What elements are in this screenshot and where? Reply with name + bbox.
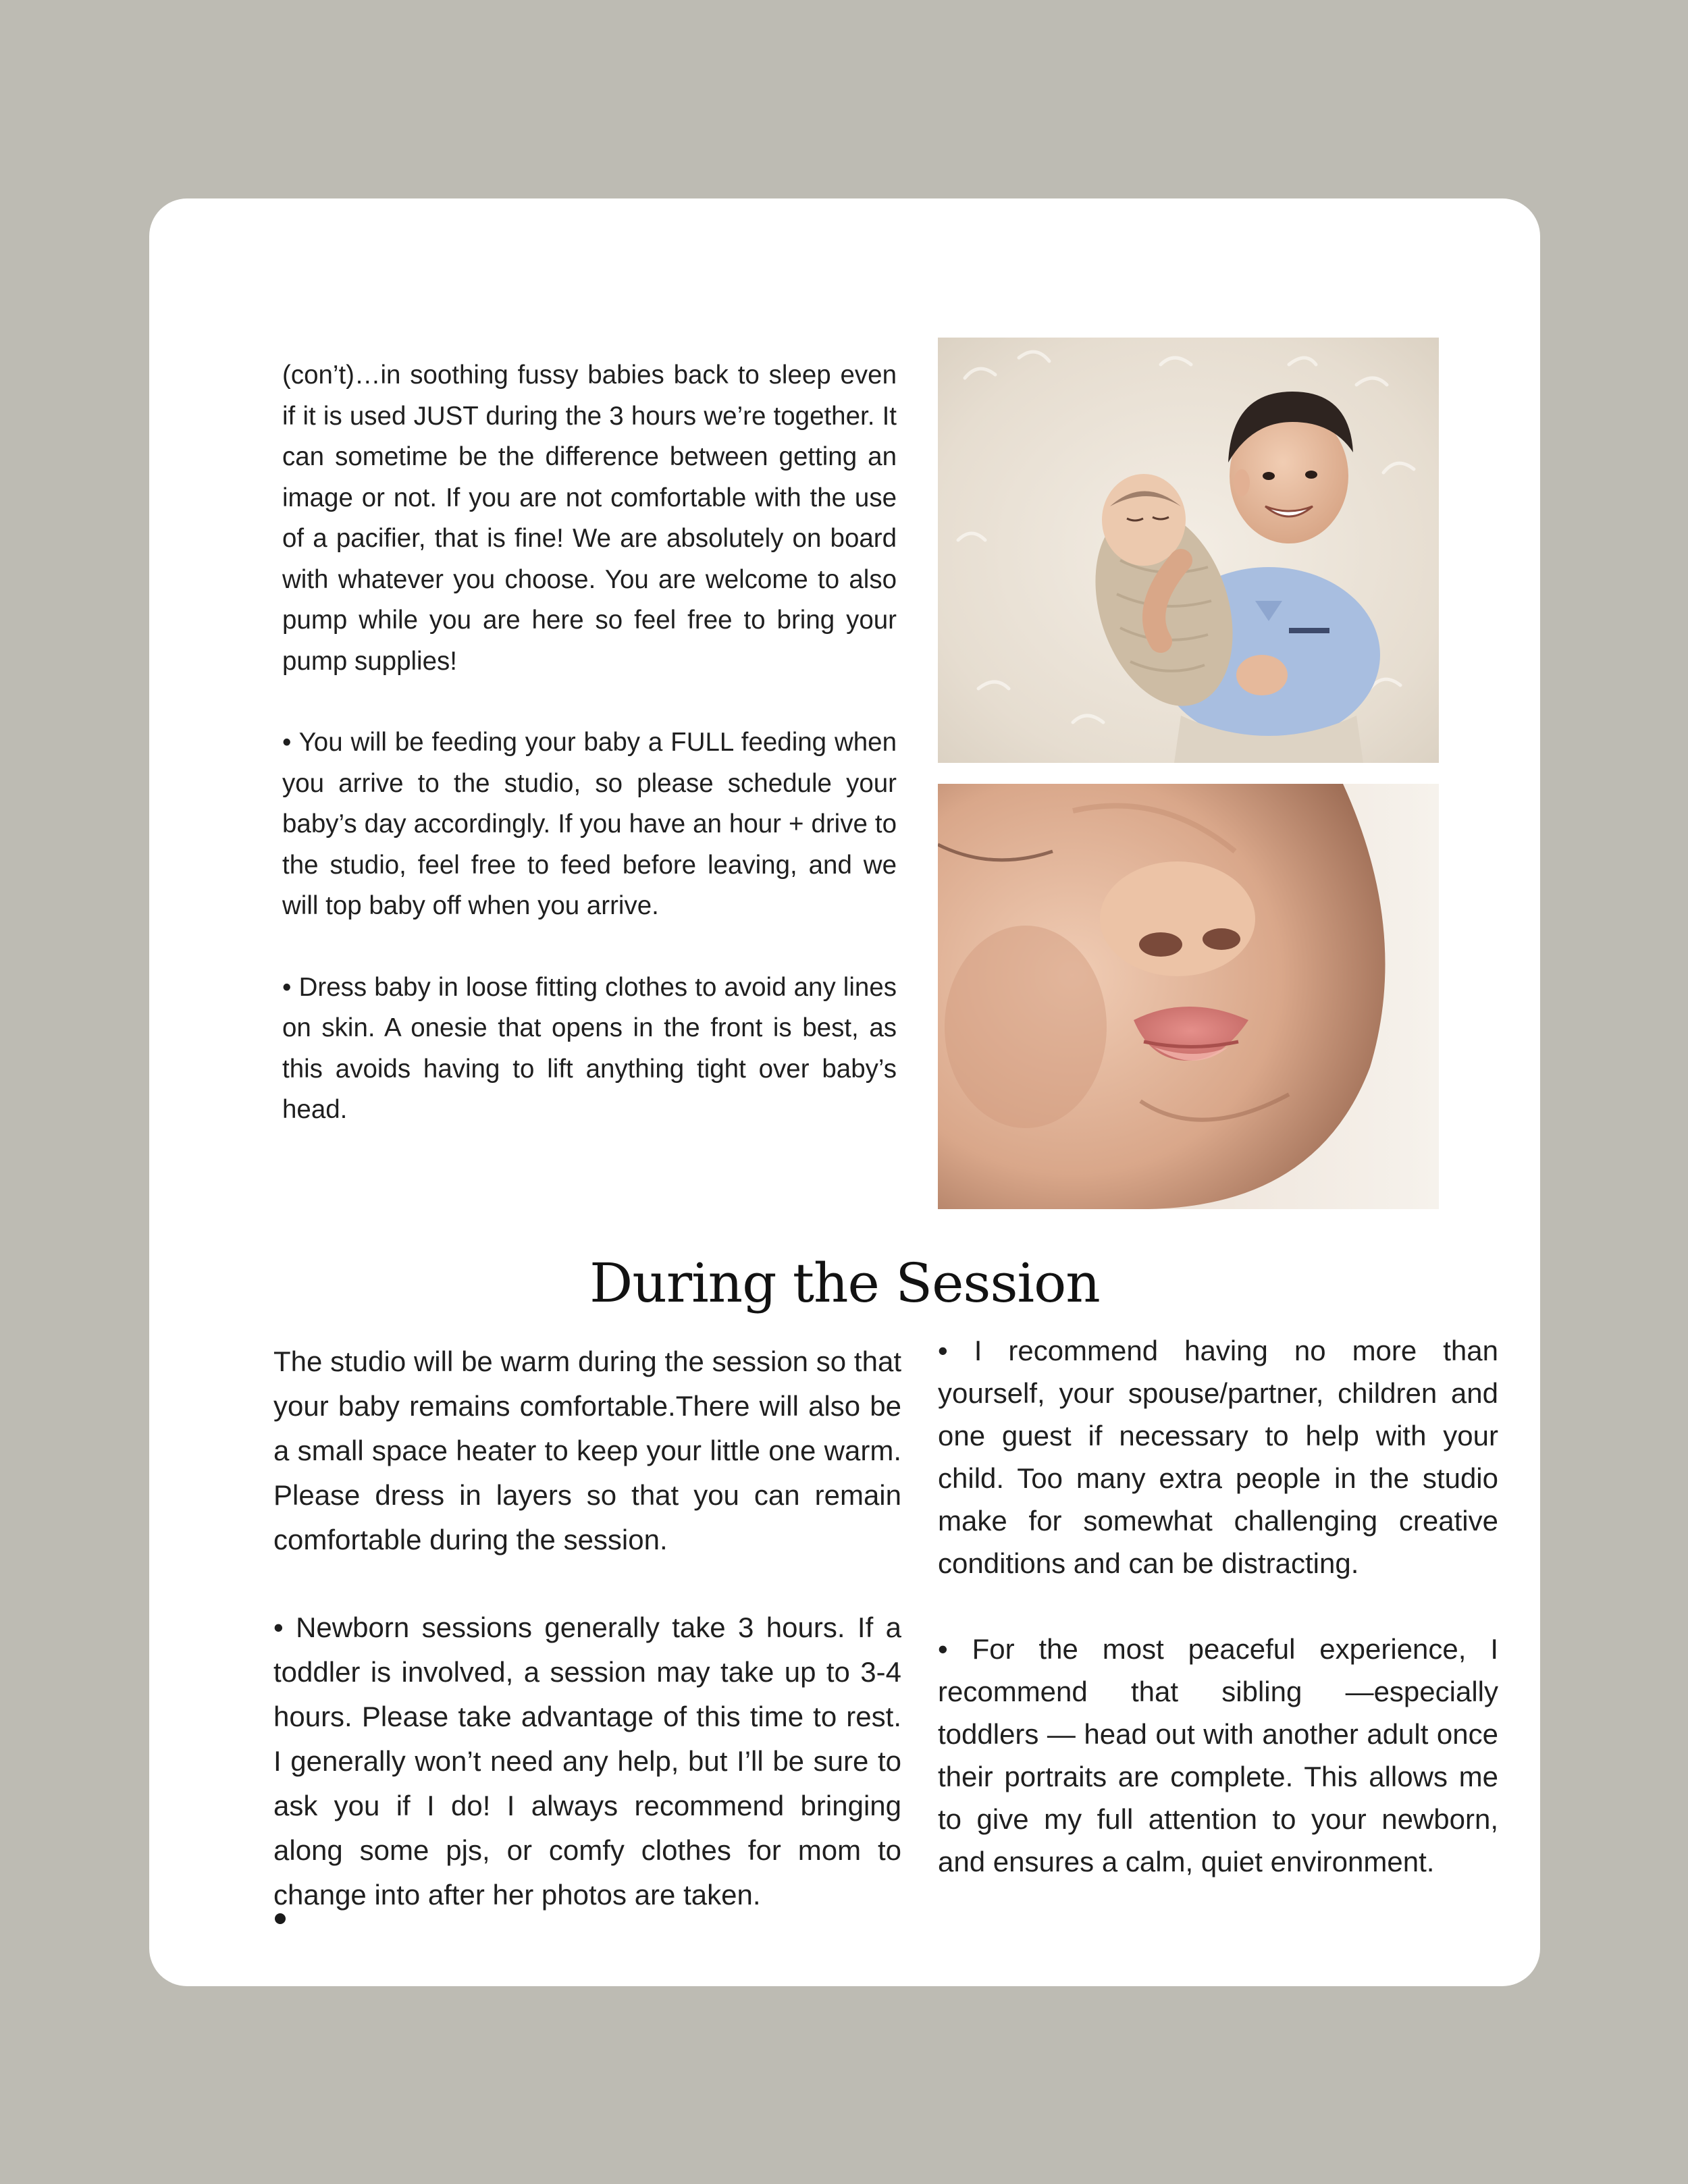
- paragraph-guests: • I recommend having no more than yourself, your spouse/partner, children and one guest if necessary to help with your child. Too many extra people in the studio make for somewhat challenging creative conditions and can be distracting.: [938, 1335, 1498, 1579]
- newborn-closeup-image: [938, 784, 1439, 1209]
- sibling-photo-image: [938, 338, 1439, 763]
- paragraph-siblings: • For the most peaceful experience, I recommend that sibling —especially toddlers — head out with another adult once their portraits are complete. This allows me to give my full attention to your newborn, and ensures a calm, quiet environment.: [938, 1633, 1498, 1877]
- top-text-block: [282, 355, 897, 1171]
- paragraph-session-length: • Newborn sessions generally take 3 hours. If a toddler is involved, a session may take up to 3-4 hours. Please take advantage of this time to rest. I generally won’t need any help, but I’ll be sure to ask you if I do! I always recommend bringing along some pjs, or comfy clothes for mom to change into after her photos are taken.: [273, 1612, 901, 1911]
- session-left-column: [273, 1339, 901, 1961]
- content-card: [149, 198, 1540, 1986]
- empty-bullet-point: [275, 1913, 286, 1924]
- session-right-column: [938, 1329, 1498, 1926]
- sibling-photo: [938, 338, 1439, 763]
- paragraph-pacifier: (con’t)…in soothing fussy babies back to sleep even if it is used JUST during the 3 hours we’re together. It can sometime be the difference between getting an image or not. If you are not comfortable with the use of a pacifier, that is fine! We are absolutely on board with whatever you choose. You are welcome to also pump while you are here so feel free to bring your pump supplies!: [282, 361, 897, 676]
- paragraph-studio-warm: The studio will be warm during the session so that your baby remains comfortable.There will also be a small space heater to keep your little one warm. Please dress in layers so that you can remain comfortable during the session.: [273, 1346, 901, 1555]
- section-title: During the Session: [589, 1252, 1100, 1314]
- paragraph-feeding: • You will be feeding your baby a FULL feeding when you arrive to the studio, so please schedule your baby’s day accordingly. If you have an hour + drive to the studio, feel free to feed before leaving, and we will top baby off when you arrive.: [282, 728, 897, 920]
- newborn-closeup-photo: [938, 784, 1439, 1209]
- paragraph-dress-baby: • Dress baby in loose fitting clothes to avoid any lines on skin. A onesie that opens in the front is best, as this avoids having to lift anything tight over baby’s head.: [282, 972, 897, 1124]
